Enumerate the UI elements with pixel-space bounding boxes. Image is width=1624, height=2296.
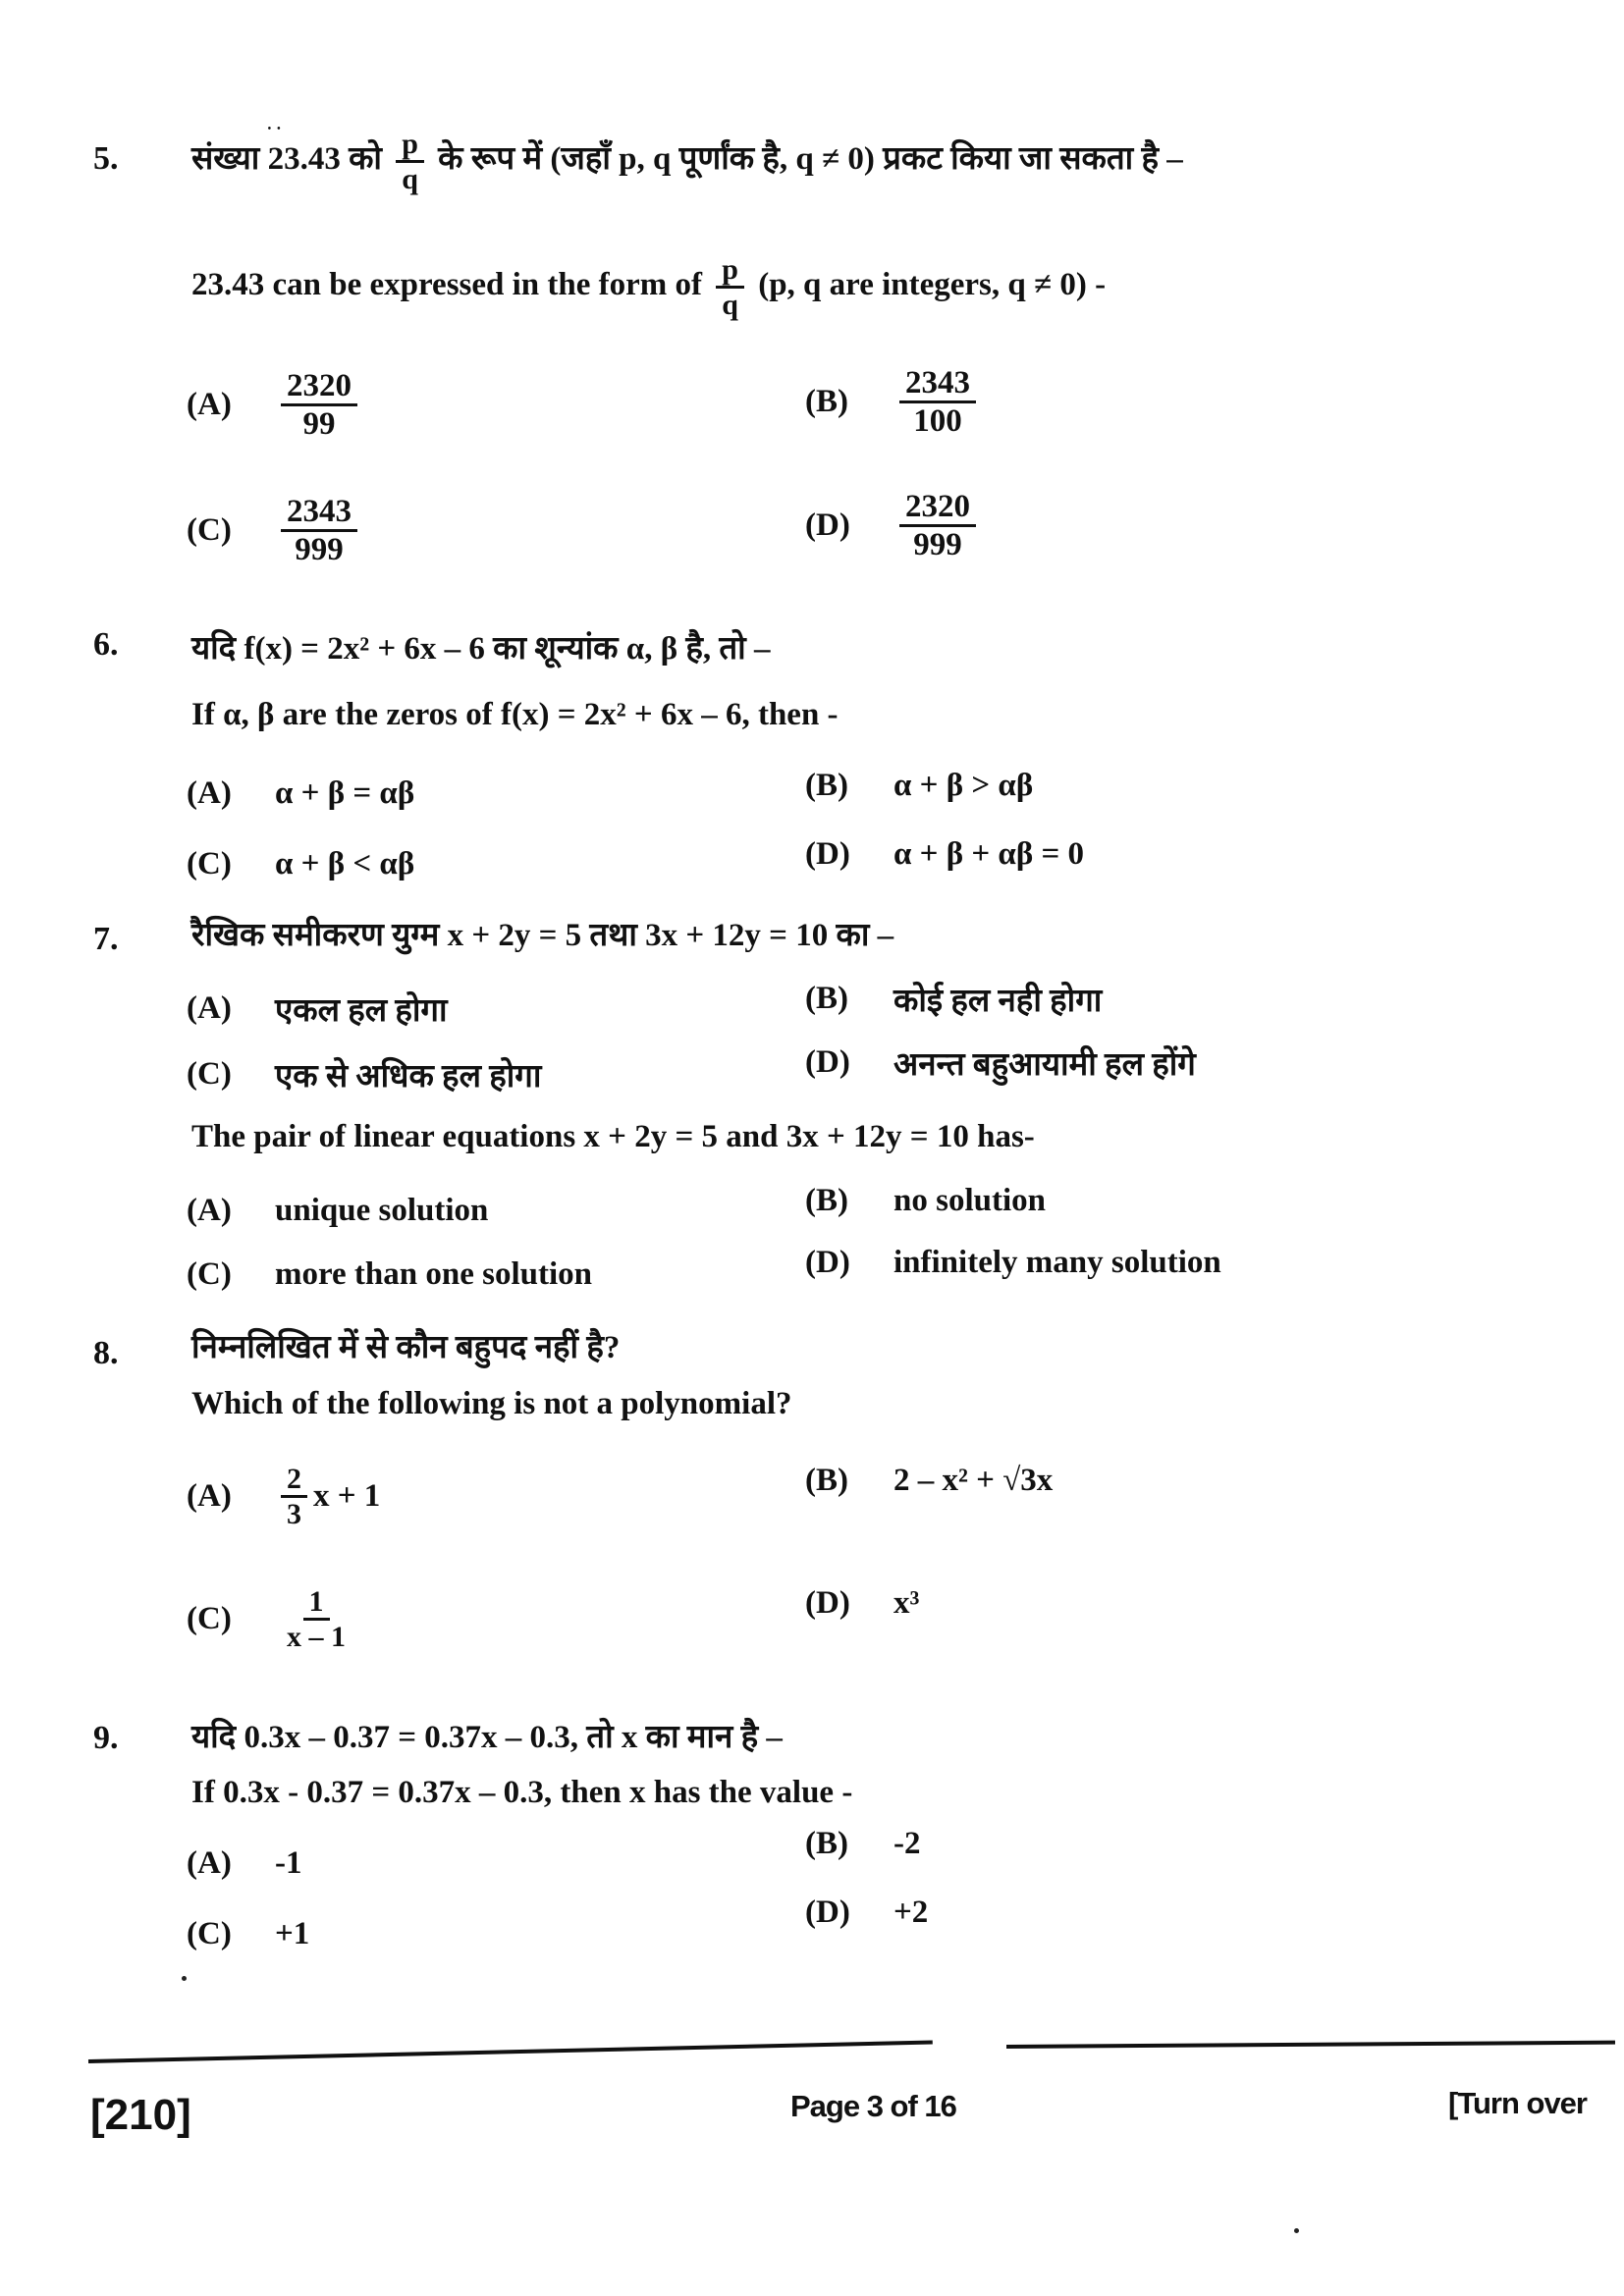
option-a-hindi[interactable]: (A) एकल हल होगा <box>187 990 448 1029</box>
fraction: $\frac{2320}{99}$ <box>281 368 357 443</box>
option-b[interactable]: (B) 2 – x² + √3x <box>805 1463 1054 1498</box>
footer-rule-left <box>88 2040 933 2063</box>
page-number: Page 3 of 16 <box>790 2089 956 2123</box>
question-number: 7. <box>93 921 119 957</box>
option-d[interactable]: (D) +2 <box>805 1895 929 1930</box>
question-english: If 0.3x - 0.37 = 0.37x – 0.3, then x has the value - <box>191 1775 853 1810</box>
option-d-hindi[interactable]: (D) अनन्त बहुआयामी हल होंगे <box>805 1044 1196 1083</box>
question-number: 8. <box>93 1335 119 1371</box>
question-english: Which of the following is not a polynomial? <box>191 1386 792 1421</box>
question-hindi: यदि f(x) = 2x² + 6x – 6 का शून्यांक α, β है, तो – <box>191 631 771 667</box>
option-a[interactable]: (A) $\frac{2320}{99}$ <box>187 368 363 443</box>
fraction-p-over-q: $\frac{p}{q}$ <box>396 128 424 195</box>
question-hindi: रैखिक समीकरण युग्म x + 2y = 5 तथा 3x + 12y = 10 का – <box>191 918 894 953</box>
question-english: 23.43 can be expressed in the form of $\frac{p}{q}$ (p, q are integers, q ≠ 0) - <box>191 253 1107 321</box>
option-c[interactable]: (C) $\frac{1}{x - 1}$ <box>187 1585 357 1653</box>
option-b-hindi[interactable]: (B) कोई हल नही होगा <box>805 981 1103 1019</box>
option-a[interactable]: (A) $\frac{2}{3}$ x + 1 <box>187 1463 381 1530</box>
scan-speck <box>182 1976 187 1981</box>
option-c[interactable]: (C) $\frac{2343}{999}$ <box>187 494 363 568</box>
footer-rule-right <box>1006 2041 1615 2049</box>
option-a[interactable]: (A) α + β = αβ <box>187 775 415 811</box>
option-a[interactable]: (A) unique solution <box>187 1193 489 1228</box>
option-b[interactable]: (B) $\frac{2343}{100}$ <box>805 365 982 440</box>
option-c-hindi[interactable]: (C) एक से अधिक हल होगा <box>187 1056 542 1095</box>
question-number: 5. <box>93 140 119 177</box>
option-a[interactable]: (A) -1 <box>187 1845 302 1881</box>
option-d[interactable]: (D) α + β + αβ = 0 <box>805 836 1085 872</box>
fraction: $\frac{2343}{100}$ <box>899 365 976 440</box>
option-c[interactable]: (C) more than one solution <box>187 1256 593 1292</box>
question-number: 6. <box>93 626 119 663</box>
option-c[interactable]: (C) +1 <box>187 1916 310 1951</box>
paper-code: [210] <box>90 2091 191 2139</box>
question-english: The pair of linear equations x + 2y = 5 and 3x + 12y = 10 has- <box>191 1119 1035 1154</box>
option-d[interactable]: (D) $\frac{2320}{999}$ <box>805 489 982 563</box>
fraction: $\frac{2320}{999}$ <box>899 489 976 563</box>
question-english: If α, β are the zeros of f(x) = 2x² + 6x – 6, then - <box>191 697 839 732</box>
option-b[interactable]: (B) -2 <box>805 1826 921 1861</box>
recurring-decimal: •• 23.43 <box>268 141 341 177</box>
question-hindi: संख्या •• 23.43 को $\frac{p}{q}$ के रूप में (जहाँ p, q पूर्णांक है, q ≠ 0) प्रकट किया जा सकता है – <box>191 128 1183 195</box>
option-d[interactable]: (D) x³ <box>805 1585 920 1621</box>
option-c[interactable]: (C) α + β < αβ <box>187 846 415 881</box>
question-hindi: निम्नलिखित में से कौन बहुपद नहीं है? <box>191 1330 621 1365</box>
turn-over-label: [Turn over <box>1448 2086 1587 2120</box>
question-number: 9. <box>93 1720 119 1756</box>
fraction-p-over-q: $\frac{p}{q}$ <box>716 253 744 321</box>
option-b[interactable]: (B) no solution <box>805 1183 1046 1218</box>
question-hindi: यदि 0.3x – 0.37 = 0.37x – 0.3, तो x का मान है – <box>191 1720 783 1755</box>
fraction: $\frac{2343}{999}$ <box>281 494 357 568</box>
fraction: $\frac{1}{x - 1}$ <box>287 1585 346 1653</box>
option-d[interactable]: (D) infinitely many solution <box>805 1245 1221 1280</box>
option-b[interactable]: (B) α + β > αβ <box>805 768 1034 803</box>
scan-speck <box>1294 2228 1299 2233</box>
fraction: $\frac{2}{3}$ <box>281 1463 307 1530</box>
